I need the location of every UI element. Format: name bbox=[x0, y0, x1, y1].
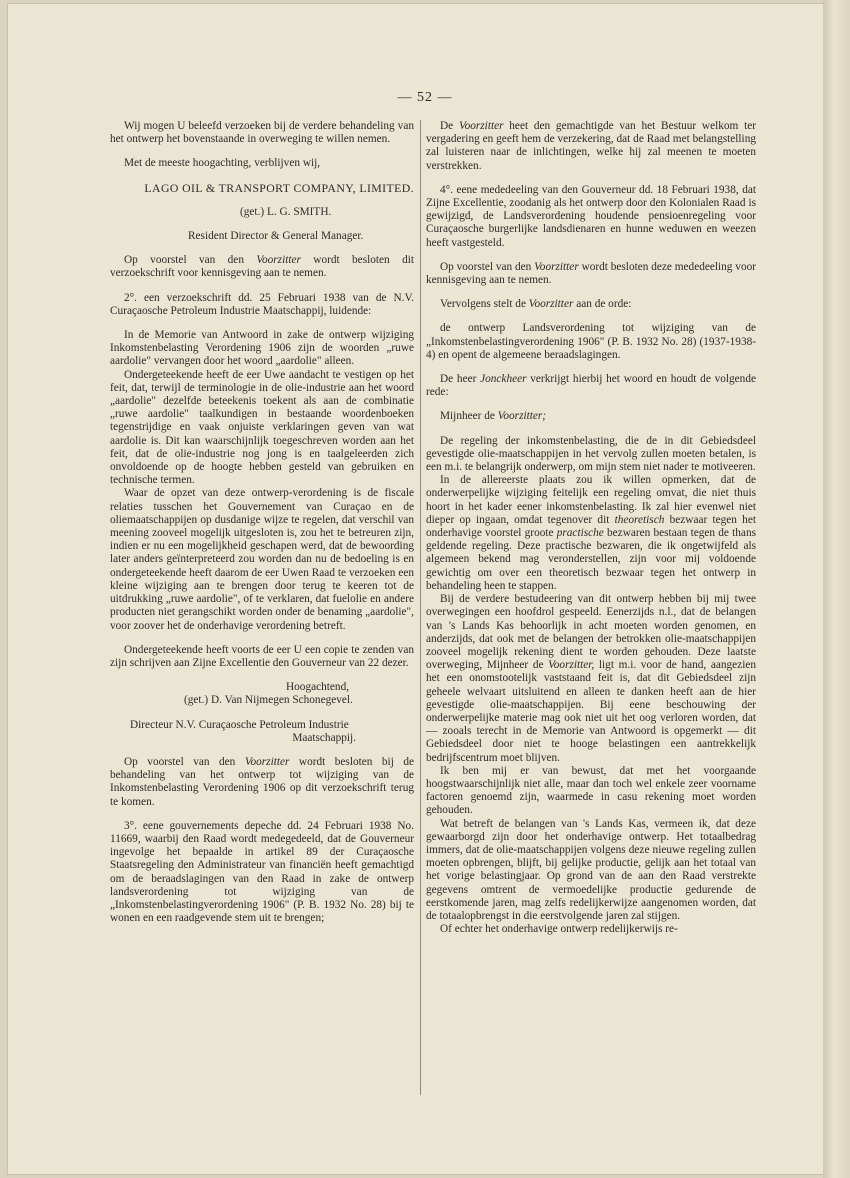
company-name: LAGO OIL & TRANSPORT COMPANY, LIMITED. bbox=[144, 180, 414, 195]
paragraph: 3°. eene gouvernements depeche dd. 24 Februari 1938 No. 11669, waarbij den Raad wordt medegedeeld, dat de Gouverneur ingevolge het bepaalde in artikel 89 der Curaçaosche Staatsregeling den Administrateur van financiën heeft gemachtigd om de beraadslagingen van den Raad in zake de ontwerp landsverordening tot wijziging van de „Inkomstenbelastingverordening 1906" (P. B. 1932 No. 28) bij te wonen en een raadgevende stem uit te brengen; bbox=[110, 819, 414, 925]
paragraph: Ondergeteekende heeft voorts de eer U een copie te zenden van zijn schrijven aan Zijne Excellentie den Gouverneur van 22 dezer. bbox=[110, 643, 414, 669]
paragraph: Op voorstel van den Voorzitter wordt besloten bij de behandeling van het ontwerp tot wijziging van de Inkomstenbelasting Verordening 1906 op dit verzoekschrift terug te komen. bbox=[110, 755, 414, 808]
paragraph: Met de meeste hoogachting, verblijven wij, bbox=[124, 157, 321, 170]
paragraph: 2°. een verzoekschrift dd. 25 Februari 1938 van de N.V. Curaçaosche Petroleum Industrie Maatschappij, luidende: bbox=[110, 291, 414, 317]
page-number: — 52 — bbox=[397, 90, 453, 105]
paragraph: Ondergeteekende heeft de eer Uwe aandacht te vestigen op het feit, dat, terwijl de terminologie in de olie-industrie aan het woord „aardolie" dezelfde beteekenis toekent als aan de combinatie „ruwe aardolie" taalkundigen in bestaande woordenboeken tegenstrijdige en vaak onjuiste verklaringen geven van wat aardolie is. Dit kan waarschijnlijk toegeschreven worden aan het feit, dat de olie-industrie nog jong is en taalgeleerden zich onvoldoende op de hoogte hebben gesteld van gebruiken en technische termen. bbox=[110, 368, 414, 487]
salutation: Mijnheer de Voorzitter; bbox=[440, 410, 547, 423]
paragraph: In de Memorie van Antwoord in zake de ontwerp wijziging Inkomstenbelasting Verordening 1906 zijn de woorden „ruwe aardolie" vervangen door het woord „aardolie" alleen. bbox=[110, 329, 414, 368]
page-edge bbox=[823, 0, 850, 1178]
paragraph: Waar de opzet van deze ontwerp-verordening is de fiscale relaties tusschen het Gouvernement van Curaçao en de oliemaatschappijen op dusdanige wijze te regelen, dat verschil van meening zooveel mogelijk uitgesloten is, zou het te betreuren zijn, indien er nu een mogelijkheid geschapen werd, dat de bewoording later anders geïnterpreteerd zou worden dan nu de bedoeling is en ondergeteekende heeft daarom de eer Uwen Raad te verzoeken een kleine wijziging aan te brengen door terug te keeren tot de uitdrukking „ruwe aardolie", of te verklaren, dat fuelolie en andere producten niet gerangschikt worden onder de benaming „aardolie", voor zoover het de onderhavige verordening betreft. bbox=[110, 487, 414, 632]
paragraph: De Voorzitter heet den gemachtigde van het Bestuur welkom ter vergadering en geeft hem de verzekering, dat de Raad met belangstelling zal luisteren naar de inlichtingen, welke hij zal meenen te moeten verstrekken. bbox=[426, 120, 757, 172]
signature: (get.) L. G. SMITH. bbox=[240, 205, 332, 218]
paragraph: Wij mogen U beleefd verzoeken bij de verdere behandeling van het ontwerp het bovenstaande in overweging te willen nemen. bbox=[110, 120, 414, 146]
paragraph: Of echter het onderhavige ontwerp redelijkerwijs re- bbox=[440, 923, 678, 936]
paragraph: Vervolgens stelt de Voorzitter aan de orde: bbox=[440, 298, 632, 311]
paragraph: De heer Jonckheer verkrijgt hierbij het woord en houdt de volgende rede: bbox=[426, 373, 756, 399]
paragraph: Wat betreft de belangen van 's Lands Kas, vermeen ik, dat deze gewaarborgd zijn door het onderhavige ontwerp. Het totaalbedrag immers, dat de olie-maatschappijen volgens deze nieuwe regeling zullen moeten opbrengen, blijft, bij gelijke productie, gelijk aan het totaal van het vorige belastingjaar. Op grond van de aan den Raad verstrekte gegevens omtrent de vermoedelijke productie gedurende de eerstkomende jaren, mag zelfs redelijkerwijze aangenomen worden, dat de totaalopbrengst in die eerstvolgende jaren zal stijgen. bbox=[426, 817, 756, 922]
closing: Hoogachtend, bbox=[286, 681, 350, 694]
paragraph: de ontwerp Landsverordening tot wijziging van de „Inkomstenbelastingverordening 1906" (P. B. 1932 No. 28) (1937-1938-4) en opent de algemeene beraadslagingen. bbox=[426, 322, 756, 361]
paragraph: Op voorstel van den Voorzitter wordt besloten deze mededeeling voor kennisgeving aan te nemen. bbox=[426, 260, 756, 287]
paragraph: De regeling der inkomstenbelasting, die de in dit Gebiedsdeel gevestigde olie-maatschappijen in het vervolg zullen moeten betalen, is een m.i. te belangrijk onderwerp, om mijn stem niet nader te motiveeren. bbox=[426, 434, 756, 474]
signatory-role: Directeur N.V. Curaçaosche Petroleum Industrie bbox=[130, 718, 349, 731]
left-column bbox=[110, 120, 414, 936]
signatory-role: Maatschappij. bbox=[292, 731, 356, 744]
signatory-role: Resident Director & General Manager. bbox=[188, 230, 364, 243]
right-column bbox=[426, 120, 756, 936]
paragraph: Ik ben mij er van bewust, dat met het voorgaande hoogstwaarschijnlijk niet alle, maar dan toch wel enkele zeer voorname factoren genoemd zijn, waarmede in casu rekening moet worden gehouden. bbox=[426, 764, 756, 817]
paragraph: Op voorstel van den Voorzitter wordt besloten dit verzoekschrift voor kennisgeving aan te nemen. bbox=[110, 254, 414, 280]
paragraph: In de allereerste plaats zou ik willen opmerken, dat de onderwerpelijke wijziging feitelijk een regeling omvat, die niet thuis hoort in het kader eener inkomstenbelasting. Ik zal hier evenwel niet dieper op ingaan, omdat tegenover dit theoretisch bezwaar tegen het onderhavige voorstel groote practische bezwaren bestaan tegen de thans geldende regeling. Deze practische bezwaren, die ik ongetwijfeld als algemeen bekend mag veronderstellen, zijn voor mij voldoende gewichtig om over een theoretisch bezwaar tegen het ontwerp in behandeling heen te stappen. bbox=[426, 474, 756, 592]
column-divider bbox=[420, 120, 421, 1095]
signature: (get.) D. Van Nijmegen Schonegevel. bbox=[184, 694, 353, 707]
paragraph: 4°. eene mededeeling van den Gouverneur dd. 18 Februari 1938, dat Zijne Excellentie, zoodanig als het ontwerp door den Kolonialen Raad is gewijzigd, de Landsverordening houdende pensioenregeling voor Curaçaosche burgerlijke landsdienaren en hunne weduwen en weezen heeft vastgesteld. bbox=[426, 183, 756, 249]
paragraph: Bij de verdere bestudeering van dit ontwerp hebben bij mij twee overwegingen een hoofdrol gespeeld. Eenerzijds n.l., dat de belangen van 's Lands Kas behoorlijk in acht moeten worden genomen, en anderzijds, dat ook met de belangen der betrokken olie-maatschappijen zooveel mogelijk rekening dient te worden gehouden. Deze laatste overweging, Mijnheer de Voorzitter, ligt m.i. voor de hand, aangezien het een onomstootelijk vaststaand feit is, dat dit Gebiedsdeel zijn geheele welvaart uitsluitend en alleen te danken heeft aan de hier gevestigde olie-maatschappijen. Bij eene beschouwing der onderwerpelijke materie mag ook niet uit het oog verloren worden, dat — zooals terecht in de Memorie van Antwoord is opgemerkt — dit Gebiedsdeel door niet te hooge belastingen een aantrekkelijk bedrijfscentrum moet blijven. bbox=[426, 593, 756, 764]
